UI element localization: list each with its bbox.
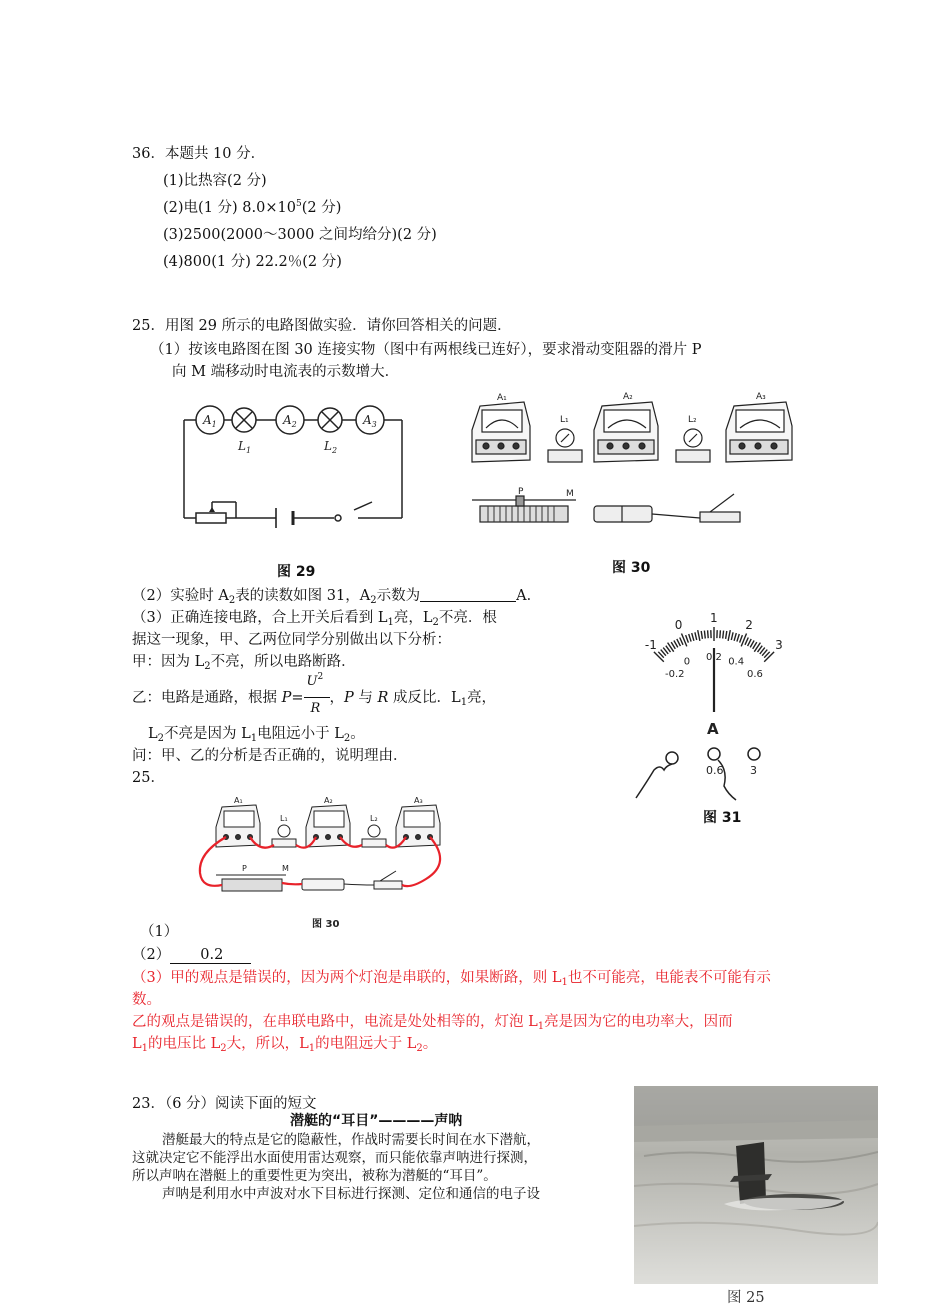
ans-fig30-label-m: M xyxy=(282,864,289,873)
dial-tick xyxy=(734,633,736,641)
dial-tick xyxy=(740,635,743,643)
q23-para1-line2: 这就决定它不能浮出水面使用雷达观察，而只能依靠声呐进行探测， xyxy=(132,1148,537,1168)
figure-30-caption: 图 30 xyxy=(612,558,650,578)
ans-fig30-label-l2: L₂ xyxy=(370,814,378,823)
q23-para1-line1: 潜艇最大的特点是它的隐蔽性，作战时需要长时间在水下潜航， xyxy=(162,1130,540,1150)
q25-heading: 25．用图 29 所示的电路图做实验．请你回答相关的问题． xyxy=(132,316,512,336)
q25-answer-3-line1: （3）甲的观点是错误的，因为两个灯泡是串联的，如果断路，则 $L_1$也不可能亮，电能表不可能有示 xyxy=(132,968,771,988)
q25-yi-analysis: 乙：电路是通路，根据 P= $\frac{U^2}{R}$ ，P 与 R 成反比．$L_1$亮， xyxy=(132,688,496,708)
dial-tick xyxy=(748,639,752,646)
q25-answer-blank[interactable] xyxy=(420,587,516,602)
ans-fig30-label-a1: A₁ xyxy=(234,796,243,805)
figure-30-apparatus xyxy=(462,388,812,538)
dial-tick xyxy=(695,632,697,640)
fig30-label-m: M xyxy=(566,489,574,499)
dial-top-label: 3 xyxy=(775,638,783,652)
q25-part2: （2）实验时 $A_2$表的读数如图 31，$A_2$示数为 A． xyxy=(132,586,541,606)
dial-tick xyxy=(745,638,748,645)
dial-tick xyxy=(689,634,691,642)
dial-tick xyxy=(726,631,727,639)
figure-29-circuit-diagram xyxy=(176,398,412,536)
q25-answer-3-line4: $L_1$的电压比 $L_2$大，所以，$L_1$的电阻远大于 $L_2$。 xyxy=(132,1034,437,1054)
dial-bottom-label: 0 xyxy=(684,656,690,667)
q23-para1-line3: 所以声呐在潜艇上的重要性更为突出，被称为潜艇的“耳目”。 xyxy=(132,1166,497,1186)
terminal-label-3: 3 xyxy=(750,764,757,777)
q25-answer-number: 25． xyxy=(132,768,165,788)
q23-article-title: 潜艇的“耳目”————声呐 xyxy=(290,1111,462,1131)
dial-top-label: 0 xyxy=(675,618,683,632)
figure-31-ammeter-dial xyxy=(620,594,816,804)
q36-answer-4: (4)800(1 分) 22.2％(2 分) xyxy=(163,252,342,272)
q25-jia-analysis: 甲：因为 $L_2$不亮，所以电路断路． xyxy=(132,652,356,672)
ans-fig30-label-p: P xyxy=(242,864,247,873)
q25-part1-line2: 向 M 端移动时电流表的示数增大． xyxy=(172,362,399,382)
dial-unit-label: A xyxy=(707,720,719,738)
q23-heading: 23．（6 分）阅读下面的短文 xyxy=(132,1094,317,1114)
dial-tick xyxy=(720,630,721,638)
ans-fig30-label-a3: A₃ xyxy=(414,796,423,805)
q25-answer-2-value: 0.2 xyxy=(170,947,251,964)
q25-part3-line2: 据这一现象，甲、乙两位同学分别做出以下分析： xyxy=(132,630,451,650)
q36-answer-3: (3)2500(2000～3000 之间均给分)(2 分) xyxy=(163,225,437,245)
dial-tick xyxy=(692,633,694,641)
dial-tick xyxy=(686,635,689,643)
fig29-ammeter-a2: $A_2$ xyxy=(282,413,297,429)
dial-tick xyxy=(698,630,700,641)
figure-29-caption: 图 29 xyxy=(277,562,315,582)
fig30-label-a2: A₂ xyxy=(623,392,633,402)
fig29-lamp-l1: $L_1$ xyxy=(237,439,251,455)
q25-question: 问：甲、乙的分析是否正确的，说明理由． xyxy=(132,746,408,766)
figure-31-caption: 图 31 xyxy=(703,808,741,828)
ans-fig30-label-a2: A₂ xyxy=(324,796,333,805)
fig29-ammeter-a3: $A_3$ xyxy=(362,413,377,429)
fig30-label-a1: A₁ xyxy=(497,393,507,403)
dial-tick xyxy=(728,630,730,641)
dial-tick xyxy=(704,631,705,639)
ans-fig30-label-l1: L₁ xyxy=(280,814,288,823)
fig30-label-l2: L₂ xyxy=(688,415,697,425)
dial-bottom-label: 0.2 xyxy=(706,652,722,663)
dial-tick xyxy=(677,639,681,646)
dial-tick xyxy=(680,638,683,645)
q36-answer-2: (2)电(1 分) $8.0\times 10^5(2$ 分) xyxy=(163,198,341,218)
dial-bottom-label: 0.4 xyxy=(728,656,744,667)
fig30-label-p: P xyxy=(518,487,524,497)
dial-bottom-label: 0.6 xyxy=(747,669,763,680)
fig29-lamp-l2: $L_2$ xyxy=(323,439,337,455)
terminal-label-0.6: 0.6 xyxy=(706,764,724,777)
q25-part1-line1: （1）按该电路图在图 30 连接实物（图中有两根线已连好），要求滑动变阻器的滑片 P xyxy=(150,340,702,360)
dial-tick xyxy=(701,631,702,639)
q25-part3-line1: （3）正确连接电路，合上开关后看到 $L_1$亮，$L_2$不亮．根 xyxy=(132,608,497,628)
q23-para2-line1: 声呐是利用水中声波对水下目标进行探测、定位和通信的电子设 xyxy=(162,1184,540,1204)
answer-figure-30-wired xyxy=(190,793,452,933)
dial-bottom-label: -0.2 xyxy=(665,669,685,680)
fig30-label-l1: L₁ xyxy=(560,415,569,425)
q36-heading: 36．本题共 10 分． xyxy=(132,144,265,164)
q25-answer-2: （2） 0.2 xyxy=(132,945,251,965)
dial-tick xyxy=(708,630,709,638)
figure-25-caption: 图 25 xyxy=(727,1288,765,1308)
q25-answer-3-line2: 数。 xyxy=(132,990,161,1010)
dial-top-label: -1 xyxy=(645,638,657,652)
q25-answer-3-line3: 乙的观点是错误的，在串联电路中，电流是处处相等的，灯泡 $L_1$亮是因为它的电功率大，因而 xyxy=(132,1012,733,1032)
fig30-label-a3: A₃ xyxy=(756,392,766,402)
ans-fig30-caption: 图 30 xyxy=(312,917,339,930)
dial-top-label: 1 xyxy=(710,611,718,625)
dial-tick xyxy=(731,632,733,640)
q25-yi-analysis-cont: $L_2$不亮是因为 $L_1$电阻远小于 $L_2$。 xyxy=(148,724,365,744)
figure-25-submarine-photo xyxy=(634,1086,878,1284)
fig29-ammeter-a1: $A_1$ xyxy=(202,413,217,429)
dial-top-label: 2 xyxy=(745,618,753,632)
formula-fraction: $\frac{U^2}{R}$ xyxy=(304,688,330,708)
q25-answer-1-label: （1） xyxy=(140,922,178,942)
dial-tick xyxy=(723,631,724,639)
dial-tick xyxy=(737,634,739,642)
q36-answer-1: (1)比热容(2 分) xyxy=(163,171,267,191)
